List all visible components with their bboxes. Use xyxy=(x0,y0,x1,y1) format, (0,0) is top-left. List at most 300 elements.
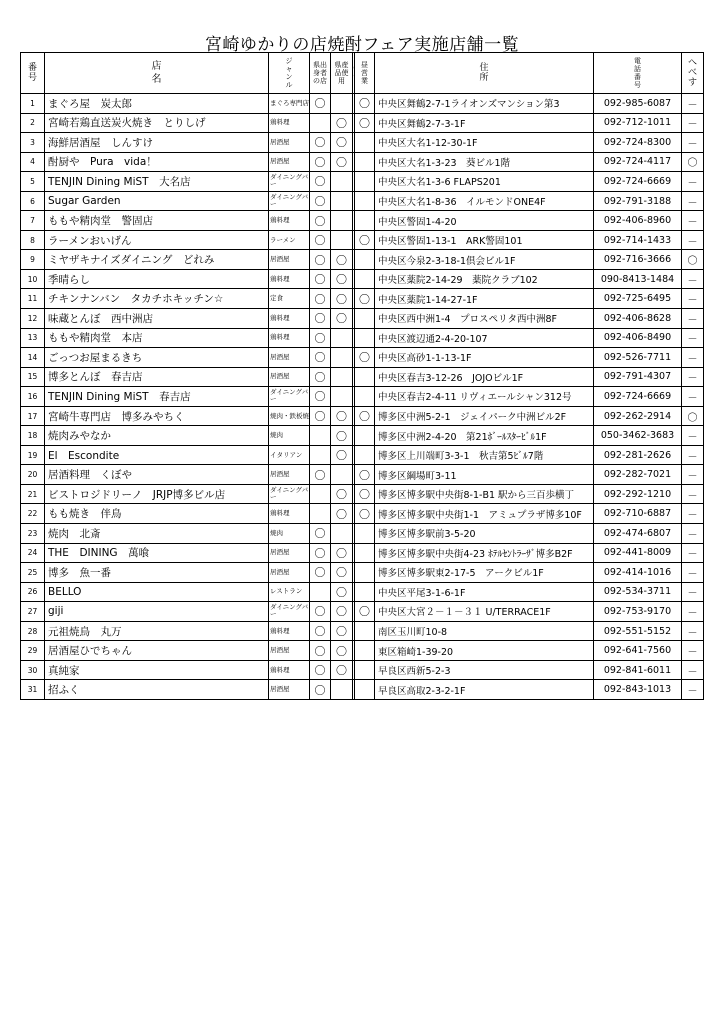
mark-lunch xyxy=(355,426,375,446)
genre: 鶏料理 xyxy=(269,328,310,348)
phone-number: 092-714-1433 xyxy=(594,230,682,250)
store-name: El Escondite xyxy=(45,445,269,465)
row-number: 20 xyxy=(21,465,45,485)
address: 中央区警固1-4-20 xyxy=(375,211,594,231)
mark-lunch xyxy=(355,524,375,544)
phone-number: 092-534-3711 xyxy=(594,582,682,602)
mark-hebesu: － xyxy=(682,269,704,289)
address: 中央区今泉2-3-18-1倶会ビル1F xyxy=(375,250,594,270)
mark-lunch xyxy=(355,563,375,583)
address: 早良区高取2-3-2-1F xyxy=(375,680,594,700)
mark-hebesu: － xyxy=(682,387,704,407)
store-name: 焼肉 北斎 xyxy=(45,524,269,544)
mark-hebesu: － xyxy=(682,621,704,641)
address: 博多区博多駅前3-5-20 xyxy=(375,524,594,544)
mark-lunch xyxy=(355,367,375,387)
mark-lunch xyxy=(355,641,375,661)
store-name: Sugar Garden xyxy=(45,191,269,211)
phone-number: 092-262-2914 xyxy=(594,406,682,426)
genre: まぐろ専門店 xyxy=(269,94,310,114)
address: 博多区博多駅中央街8-1-B1 駅から三百歩横丁 xyxy=(375,484,594,504)
mark-lunch: 〇 xyxy=(355,406,375,426)
row-number: 24 xyxy=(21,543,45,563)
row-number: 11 xyxy=(21,289,45,309)
mark-native-owner xyxy=(310,504,331,524)
genre: レストラン xyxy=(269,582,310,602)
mark-local-product-use: 〇 xyxy=(331,309,353,329)
mark-local-product-use: 〇 xyxy=(331,406,353,426)
mark-local-product-use xyxy=(331,211,353,231)
mark-hebesu: － xyxy=(682,309,704,329)
address: 中央区舞鶴2-7-3-1F xyxy=(375,113,594,133)
mark-local-product-use xyxy=(331,367,353,387)
mark-local-product-use: 〇 xyxy=(331,133,353,153)
phone-number: 092-985-6087 xyxy=(594,94,682,114)
row-number: 5 xyxy=(21,172,45,192)
address: 博多区綱場町3-11 xyxy=(375,465,594,485)
row-number: 28 xyxy=(21,621,45,641)
store-name: ミヤザキナイズダイニング どれみ xyxy=(45,250,269,270)
mark-native-owner: 〇 xyxy=(310,621,331,641)
phone-number: 092-414-1016 xyxy=(594,563,682,583)
row-number: 21 xyxy=(21,484,45,504)
store-table xyxy=(20,52,704,700)
header-native-owner: 県出身者の店 xyxy=(310,53,331,94)
table-row xyxy=(21,406,704,426)
mark-hebesu: 〇 xyxy=(682,152,704,172)
mark-native-owner: 〇 xyxy=(310,524,331,544)
mark-hebesu: － xyxy=(682,191,704,211)
table-row xyxy=(21,621,704,641)
address: 中央区渡辺通2-4-20-107 xyxy=(375,328,594,348)
mark-hebesu: － xyxy=(682,524,704,544)
address: 中央区薬院2-14-29 薬院クラブ102 xyxy=(375,269,594,289)
address: 中央区大名1-3-6 FLAPS201 xyxy=(375,172,594,192)
phone-number: 092-281-2626 xyxy=(594,445,682,465)
address: 博多区博多駅東2-17-5 アークビル1F xyxy=(375,563,594,583)
phone-number: 090-8413-1484 xyxy=(594,269,682,289)
genre: 鶏料理 xyxy=(269,211,310,231)
table-row xyxy=(21,602,704,622)
mark-local-product-use: 〇 xyxy=(331,563,353,583)
mark-lunch: 〇 xyxy=(355,504,375,524)
row-number: 1 xyxy=(21,94,45,114)
row-number: 7 xyxy=(21,211,45,231)
mark-local-product-use: 〇 xyxy=(331,426,353,446)
row-number: 15 xyxy=(21,367,45,387)
row-number: 25 xyxy=(21,563,45,583)
page-title: 宮崎ゆかりの店焼酎フェア実施店舗一覧 xyxy=(204,35,520,55)
mark-native-owner: 〇 xyxy=(310,309,331,329)
address: 東区箱崎1-39-20 xyxy=(375,641,594,661)
table-row xyxy=(21,465,704,485)
store-name: TENJIN Dining MiST 大名店 xyxy=(45,172,269,192)
store-name: 海鮮居酒屋 しんすけ xyxy=(45,133,269,153)
row-number: 31 xyxy=(21,680,45,700)
mark-hebesu: － xyxy=(682,484,704,504)
phone-number: 092-441-8009 xyxy=(594,543,682,563)
mark-lunch: 〇 xyxy=(355,289,375,309)
mark-native-owner: 〇 xyxy=(310,406,331,426)
mark-native-owner: 〇 xyxy=(310,602,331,622)
mark-native-owner: 〇 xyxy=(310,94,331,114)
phone-number: 092-641-7560 xyxy=(594,641,682,661)
mark-native-owner: 〇 xyxy=(310,367,331,387)
store-name: 招ふく xyxy=(45,680,269,700)
mark-local-product-use: 〇 xyxy=(331,152,353,172)
mark-hebesu: － xyxy=(682,367,704,387)
genre: 居酒屋 xyxy=(269,367,310,387)
genre: 鶏料理 xyxy=(269,660,310,680)
mark-lunch: 〇 xyxy=(355,348,375,368)
address: 博多区上川端町3-3-1 秋吉第5ﾋﾞﾙ7階 xyxy=(375,445,594,465)
mark-native-owner xyxy=(310,113,331,133)
table-row xyxy=(21,269,704,289)
store-name: giji xyxy=(45,602,269,622)
mark-hebesu: － xyxy=(682,680,704,700)
mark-local-product-use xyxy=(331,524,353,544)
header-hebesu: へべす xyxy=(682,53,704,94)
mark-lunch xyxy=(355,660,375,680)
row-number: 3 xyxy=(21,133,45,153)
mark-native-owner: 〇 xyxy=(310,289,331,309)
genre: 居酒屋 xyxy=(269,563,310,583)
store-name: 真純家 xyxy=(45,660,269,680)
table-row xyxy=(21,211,704,231)
phone-number: 092-712-1011 xyxy=(594,113,682,133)
phone-number: 092-843-1013 xyxy=(594,680,682,700)
mark-lunch: 〇 xyxy=(355,465,375,485)
table-row xyxy=(21,191,704,211)
store-name: チキンナンバン タカチホキッチン☆ xyxy=(45,289,269,309)
address: 中央区大名1-8-36 イルモンドONE4F xyxy=(375,191,594,211)
genre: 居酒屋 xyxy=(269,543,310,563)
mark-lunch xyxy=(355,191,375,211)
address: 博多区博多駅中央街1-1 アミュプラザ博多10F xyxy=(375,504,594,524)
genre: ダイニングバー xyxy=(269,484,310,504)
mark-native-owner: 〇 xyxy=(310,641,331,661)
store-name: 元祖焼鳥 丸万 xyxy=(45,621,269,641)
phone-number: 092-724-4117 xyxy=(594,152,682,172)
address: 中央区春吉2-4-11 リヴィエールシャン312号 xyxy=(375,387,594,407)
genre: ダイニングバー xyxy=(269,387,310,407)
table-row xyxy=(21,641,704,661)
header-local-product: 県 品 xyxy=(353,53,355,94)
genre: ダイニングバー xyxy=(269,172,310,192)
mark-local-product-use xyxy=(331,328,353,348)
row-number: 4 xyxy=(21,152,45,172)
mark-native-owner: 〇 xyxy=(310,660,331,680)
genre: 鶏料理 xyxy=(269,504,310,524)
genre: イタリアン xyxy=(269,445,310,465)
address: 中央区大名1-3-23 葵ビル1階 xyxy=(375,152,594,172)
table-row xyxy=(21,524,704,544)
table-row xyxy=(21,660,704,680)
table-row xyxy=(21,309,704,329)
store-name: ももや精肉堂 本店 xyxy=(45,328,269,348)
phone-number: 092-282-7021 xyxy=(594,465,682,485)
table-row xyxy=(21,289,704,309)
genre: 焼肉・鉄板焼 xyxy=(269,406,310,426)
table-row xyxy=(21,543,704,563)
mark-native-owner xyxy=(310,582,331,602)
mark-hebesu: － xyxy=(682,211,704,231)
store-name: ビストロジドリーノ JRJP博多ビル店 xyxy=(45,484,269,504)
table-row xyxy=(21,94,704,114)
mark-hebesu: － xyxy=(682,465,704,485)
phone-number: 092-724-8300 xyxy=(594,133,682,153)
address: 南区玉川町10-8 xyxy=(375,621,594,641)
table-header-row xyxy=(21,53,704,94)
genre: 居酒屋 xyxy=(269,152,310,172)
genre: 鶏料理 xyxy=(269,113,310,133)
row-number: 23 xyxy=(21,524,45,544)
genre: ラーメン xyxy=(269,230,310,250)
phone-number: 092-406-8628 xyxy=(594,309,682,329)
store-name: ラーメンおいげん xyxy=(45,230,269,250)
mark-local-product-use xyxy=(331,680,353,700)
table-row xyxy=(21,113,704,133)
mark-local-product-use: 〇 xyxy=(331,641,353,661)
address: 博多区中洲5-2-1 ジェイパーク中洲ビル2F xyxy=(375,406,594,426)
phone-number: 092-791-3188 xyxy=(594,191,682,211)
phone-number: 092-406-8490 xyxy=(594,328,682,348)
table-row xyxy=(21,230,704,250)
address: 中央区高砂1-1-13-1F xyxy=(375,348,594,368)
mark-lunch xyxy=(355,543,375,563)
store-name: 宮崎若鶏直送炭火焼き とりしげ xyxy=(45,113,269,133)
header-lunch: 昼営業 xyxy=(355,53,375,94)
mark-lunch xyxy=(355,328,375,348)
address: 中央区薬院1-14-27-1F xyxy=(375,289,594,309)
mark-lunch xyxy=(355,211,375,231)
mark-lunch: 〇 xyxy=(355,602,375,622)
row-number: 6 xyxy=(21,191,45,211)
mark-local-product-use: 〇 xyxy=(331,484,353,504)
mark-hebesu: － xyxy=(682,94,704,114)
genre: 焼肉 xyxy=(269,426,310,446)
mark-native-owner xyxy=(310,426,331,446)
store-name: 焼肉みやなか xyxy=(45,426,269,446)
table-row xyxy=(21,504,704,524)
mark-hebesu: － xyxy=(682,602,704,622)
mark-native-owner: 〇 xyxy=(310,680,331,700)
store-name: 居酒料理 くぼや xyxy=(45,465,269,485)
row-number: 8 xyxy=(21,230,45,250)
row-number: 22 xyxy=(21,504,45,524)
mark-local-product-use xyxy=(331,348,353,368)
phone-number: 092-725-6495 xyxy=(594,289,682,309)
mark-hebesu: － xyxy=(682,445,704,465)
mark-hebesu: 〇 xyxy=(682,406,704,426)
mark-lunch: 〇 xyxy=(355,113,375,133)
mark-native-owner: 〇 xyxy=(310,211,331,231)
mark-native-owner: 〇 xyxy=(310,543,331,563)
phone-number: 092-841-6011 xyxy=(594,660,682,680)
mark-native-owner xyxy=(310,445,331,465)
store-name: 居酒屋ひでちゃん xyxy=(45,641,269,661)
mark-local-product-use: 〇 xyxy=(331,289,353,309)
store-name: 博多とんぼ 春吉店 xyxy=(45,367,269,387)
phone-number: 050-3462-3683 xyxy=(594,426,682,446)
phone-number: 092-724-6669 xyxy=(594,387,682,407)
mark-native-owner: 〇 xyxy=(310,348,331,368)
mark-lunch xyxy=(355,269,375,289)
mark-native-owner: 〇 xyxy=(310,328,331,348)
store-name: ももや精肉堂 警固店 xyxy=(45,211,269,231)
mark-lunch: 〇 xyxy=(355,484,375,504)
row-number: 30 xyxy=(21,660,45,680)
mark-lunch xyxy=(355,680,375,700)
mark-hebesu: － xyxy=(682,563,704,583)
mark-lunch xyxy=(355,250,375,270)
mark-native-owner: 〇 xyxy=(310,387,331,407)
row-number: 17 xyxy=(21,406,45,426)
store-name: 宮崎牛専門店 博多みやちく xyxy=(45,406,269,426)
mark-local-product-use: 〇 xyxy=(331,621,353,641)
mark-hebesu: － xyxy=(682,172,704,192)
mark-native-owner xyxy=(310,484,331,504)
mark-local-product-use xyxy=(331,387,353,407)
genre: 鶏料理 xyxy=(269,309,310,329)
row-number: 26 xyxy=(21,582,45,602)
mark-local-product-use: 〇 xyxy=(331,602,353,622)
genre: 鶏料理 xyxy=(269,269,310,289)
mark-native-owner: 〇 xyxy=(310,269,331,289)
mark-local-product-use xyxy=(331,172,353,192)
phone-number: 092-753-9170 xyxy=(594,602,682,622)
mark-hebesu: － xyxy=(682,660,704,680)
address: 早良区西新5-2-3 xyxy=(375,660,594,680)
mark-local-product-use: 〇 xyxy=(331,582,353,602)
table-row xyxy=(21,328,704,348)
phone-number: 092-791-4307 xyxy=(594,367,682,387)
phone-number: 092-716-3666 xyxy=(594,250,682,270)
mark-native-owner: 〇 xyxy=(310,250,331,270)
store-name: ごっつお屋まるきち xyxy=(45,348,269,368)
table-row xyxy=(21,563,704,583)
header-address: 住所 xyxy=(375,53,594,94)
mark-hebesu: － xyxy=(682,426,704,446)
mark-local-product-use xyxy=(331,465,353,485)
address: 中央区西中洲1-4 プロスペリタ西中洲8F xyxy=(375,309,594,329)
mark-local-product-use: 〇 xyxy=(331,445,353,465)
address: 中央区警固1-13-1 ARK警固101 xyxy=(375,230,594,250)
phone-number: 092-551-5152 xyxy=(594,621,682,641)
genre: 定食 xyxy=(269,289,310,309)
row-number: 27 xyxy=(21,602,45,622)
mark-hebesu: － xyxy=(682,348,704,368)
mark-native-owner: 〇 xyxy=(310,465,331,485)
table-row xyxy=(21,426,704,446)
store-name: もも焼き 伴鳥 xyxy=(45,504,269,524)
mark-lunch xyxy=(355,309,375,329)
row-number: 29 xyxy=(21,641,45,661)
mark-native-owner: 〇 xyxy=(310,133,331,153)
address: 中央区平尾3-1-6-1F xyxy=(375,582,594,602)
row-number: 10 xyxy=(21,269,45,289)
phone-number: 092-292-1210 xyxy=(594,484,682,504)
store-name: 味蔵とんぼ 西中洲店 xyxy=(45,309,269,329)
table-row xyxy=(21,172,704,192)
mark-hebesu: － xyxy=(682,113,704,133)
table-row xyxy=(21,348,704,368)
mark-lunch xyxy=(355,621,375,641)
mark-native-owner: 〇 xyxy=(310,172,331,192)
address: 中央区大宮２－１－３１ U/TERRACE1F xyxy=(375,602,594,622)
table-row xyxy=(21,367,704,387)
table-row xyxy=(21,387,704,407)
address: 中央区春吉3-12-26 JOJOビル1F xyxy=(375,367,594,387)
mark-hebesu: － xyxy=(682,543,704,563)
mark-hebesu: － xyxy=(682,230,704,250)
mark-lunch: 〇 xyxy=(355,94,375,114)
header-no: 番号 xyxy=(21,53,45,94)
genre: 鶏料理 xyxy=(269,621,310,641)
table-row xyxy=(21,445,704,465)
store-name: 酎厨や Pura vida！ xyxy=(45,152,269,172)
mark-native-owner: 〇 xyxy=(310,152,331,172)
mark-hebesu: － xyxy=(682,504,704,524)
store-name: まぐろ屋 炭太郎 xyxy=(45,94,269,114)
address: 博多区中洲2-4-20 第21ﾎﾞｰﾙｽﾀｰﾋﾞﾙ1F xyxy=(375,426,594,446)
mark-lunch xyxy=(355,152,375,172)
header-tel: 電話番号 xyxy=(594,53,682,94)
store-name: THE DINING 萬喰 xyxy=(45,543,269,563)
phone-number: 092-710-6887 xyxy=(594,504,682,524)
phone-number: 092-406-8960 xyxy=(594,211,682,231)
genre: 焼肉 xyxy=(269,524,310,544)
mark-native-owner: 〇 xyxy=(310,191,331,211)
row-number: 14 xyxy=(21,348,45,368)
genre: 居酒屋 xyxy=(269,465,310,485)
store-name: 博多 魚一番 xyxy=(45,563,269,583)
address: 博多区博多駅中央街4-23 ﾎﾃﾙｾﾝﾄﾗｰｻﾞ博多B2F xyxy=(375,543,594,563)
table-row xyxy=(21,680,704,700)
genre: ダイニングバー xyxy=(269,191,310,211)
mark-lunch: 〇 xyxy=(355,230,375,250)
mark-hebesu: － xyxy=(682,328,704,348)
mark-native-owner: 〇 xyxy=(310,563,331,583)
mark-local-product-use: 〇 xyxy=(331,269,353,289)
row-number: 18 xyxy=(21,426,45,446)
header-local-product-use: 県産品使用 xyxy=(331,53,353,94)
phone-number: 092-526-7711 xyxy=(594,348,682,368)
row-number: 19 xyxy=(21,445,45,465)
genre: 居酒屋 xyxy=(269,680,310,700)
genre: ダイニングバー xyxy=(269,602,310,622)
mark-local-product-use: 〇 xyxy=(331,113,353,133)
mark-hebesu: 〇 xyxy=(682,250,704,270)
mark-native-owner: 〇 xyxy=(310,230,331,250)
genre: 居酒屋 xyxy=(269,348,310,368)
row-number: 9 xyxy=(21,250,45,270)
mark-lunch xyxy=(355,582,375,602)
genre: 居酒屋 xyxy=(269,133,310,153)
table-row xyxy=(21,484,704,504)
genre: 居酒屋 xyxy=(269,250,310,270)
row-number: 2 xyxy=(21,113,45,133)
mark-local-product-use: 〇 xyxy=(331,660,353,680)
address: 中央区舞鶴2-7-1ライオンズマンション第3 xyxy=(375,94,594,114)
mark-local-product-use: 〇 xyxy=(331,543,353,563)
header-genre: ジャンル xyxy=(269,53,310,94)
mark-local-product-use: 〇 xyxy=(331,504,353,524)
address: 中央区大名1-12-30-1F xyxy=(375,133,594,153)
genre: 居酒屋 xyxy=(269,641,310,661)
mark-hebesu: － xyxy=(682,641,704,661)
mark-lunch xyxy=(355,133,375,153)
